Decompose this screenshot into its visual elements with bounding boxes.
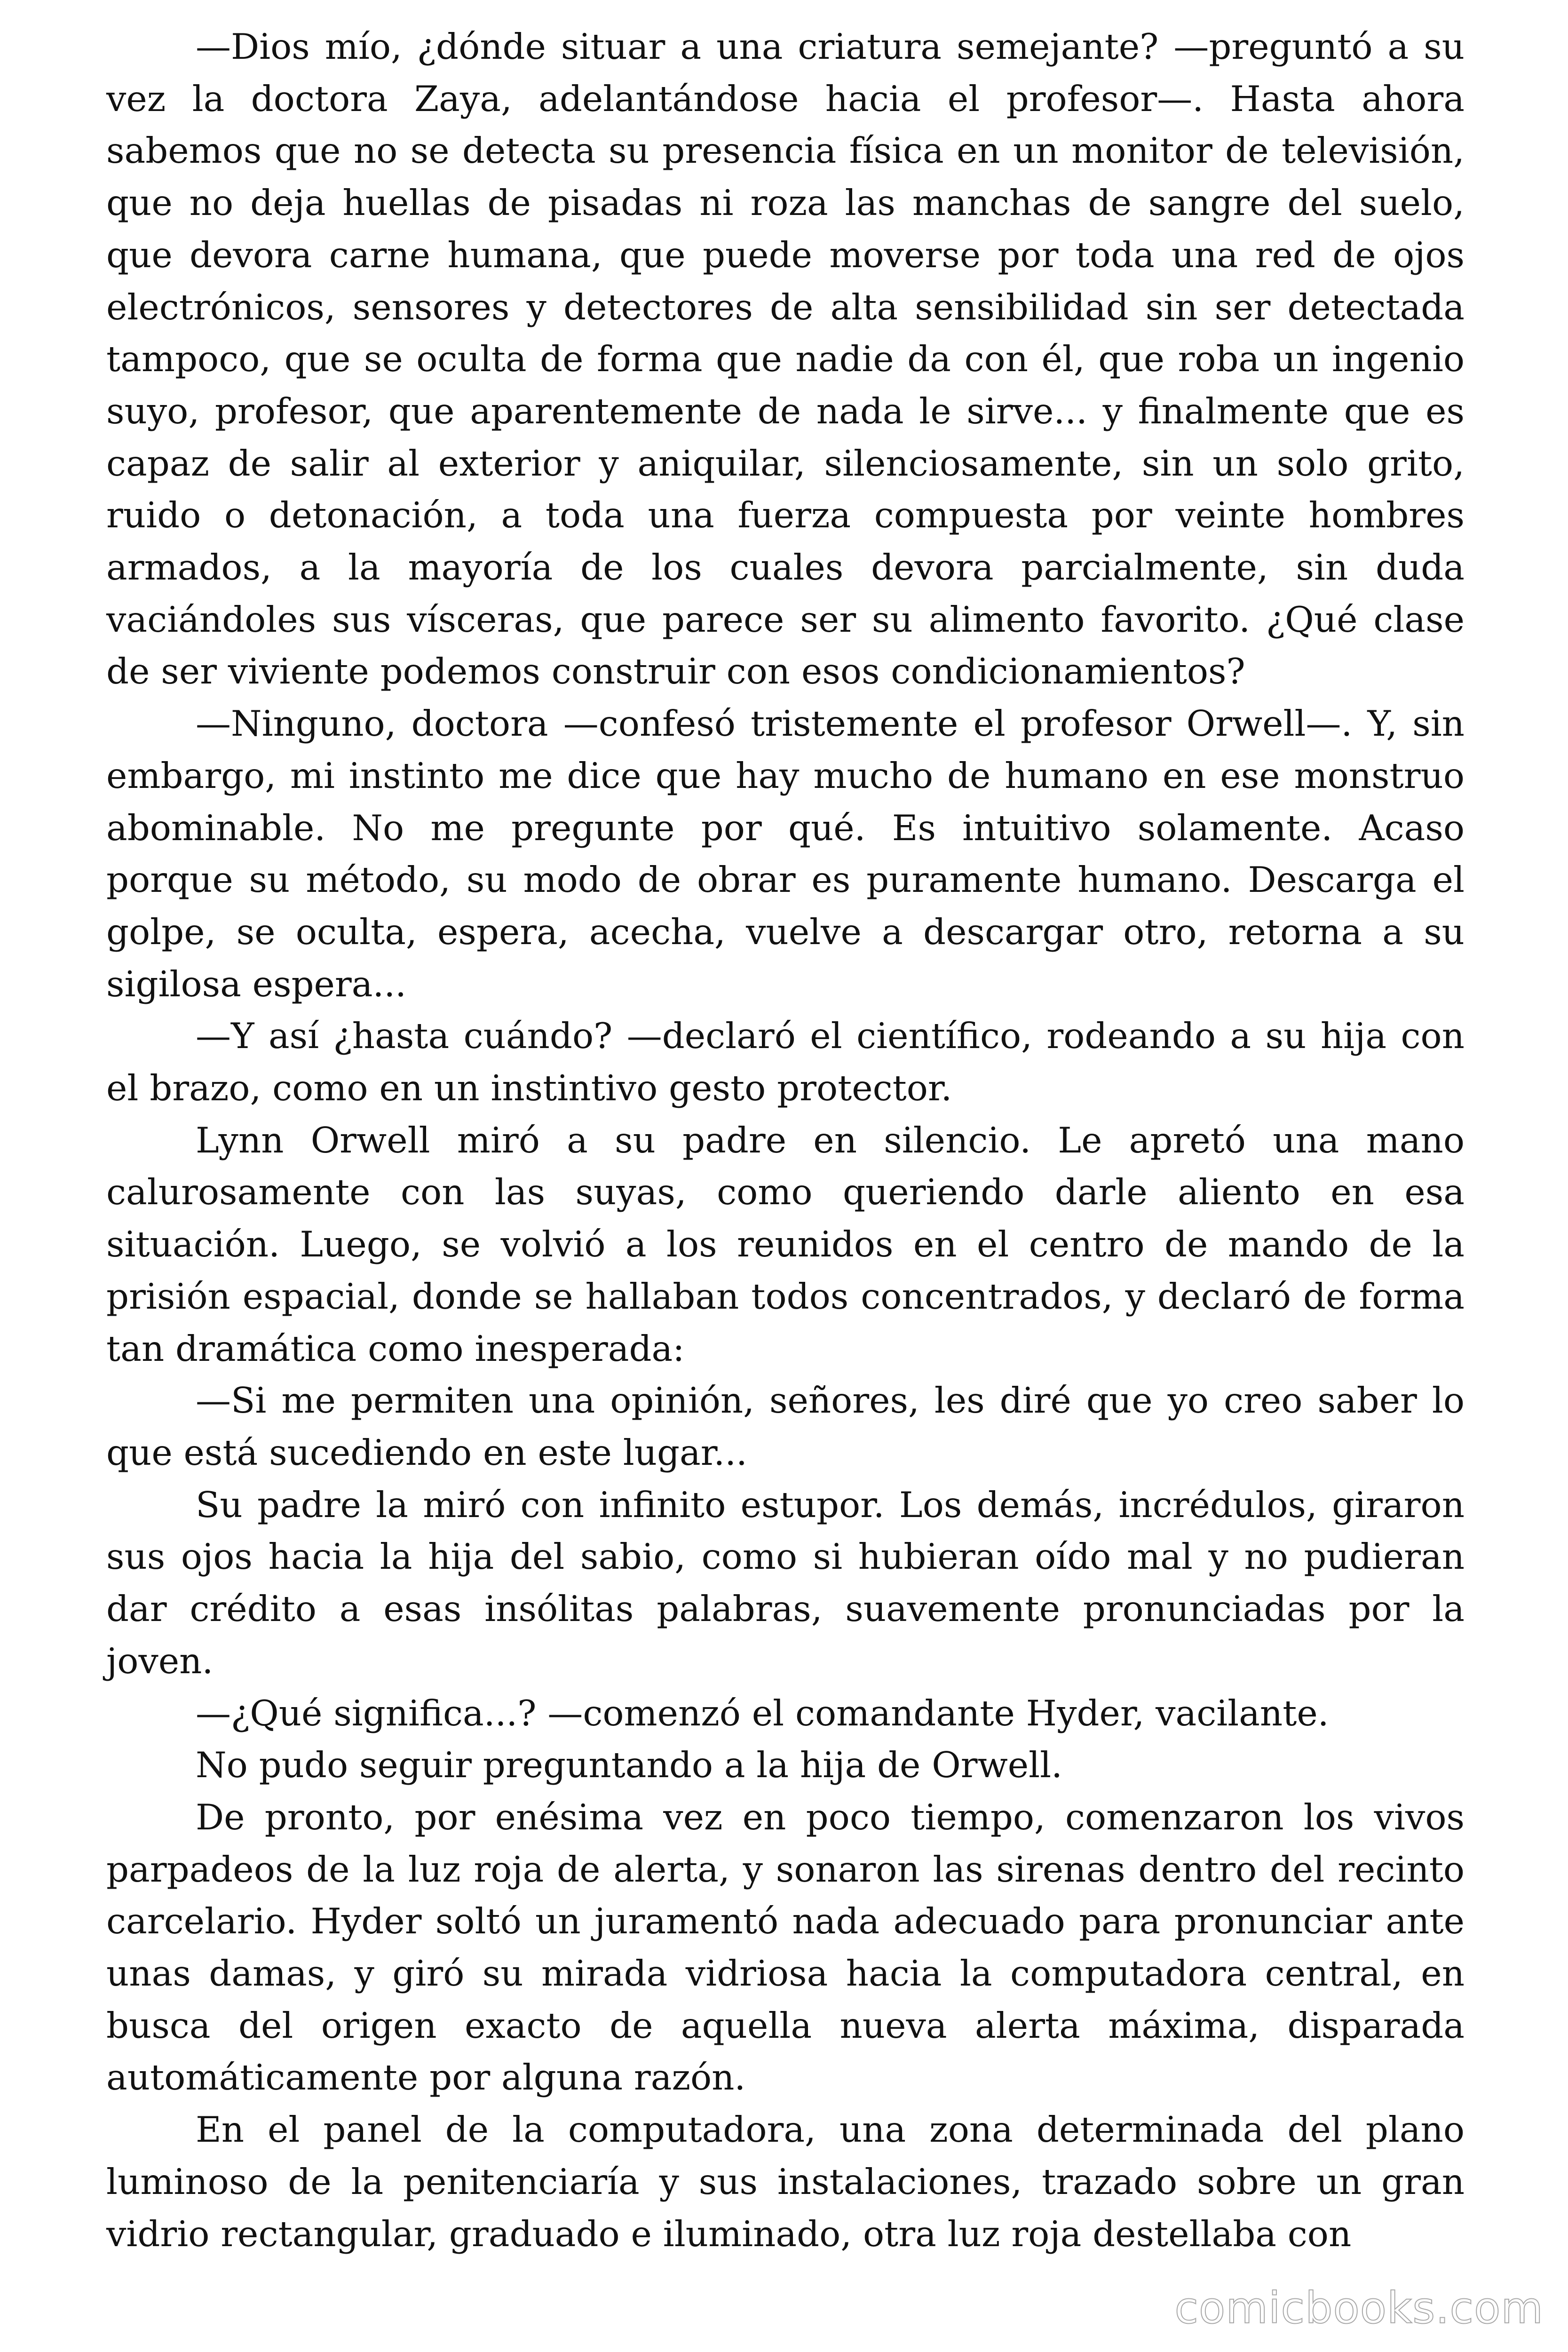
page-body [106, 21, 1465, 2260]
paragraph: —Dios mío, ¿dónde situar a una criatura semejante? —preguntó a su vez la doctora Zaya, adelantándose hacia el profesor—. Hasta ahora sabemos que no se detecta su presencia física en un monitor de televisión, que no deja huellas de pisadas ni roza las manchas de sangre del suelo, que devora carne humana, que puede moverse por toda una red de ojos electrónicos, sensores y detectores de alta sensibilidad sin ser detectada tampoco, que se oculta de forma que nadie da con él, que roba un ingenio suyo, profesor, que aparentemente de nada le sirve... y finalmente que es capaz de salir al exterior y aniquilar, silenciosamente, sin un solo grito, ruido o detonación, a toda una fuerza compuesta por veinte hombres armados, a la mayoría de los cuales devora parcialmente, sin duda vaciándoles sus vísceras, que parece ser su alimento favorito. ¿Qué clase de ser viviente podemos construir con esos condicionamientos? [106, 26, 1465, 692]
paragraph: De pronto, por enésima vez en poco tiempo, comenzaron los vivos parpadeos de la luz roja de alerta, y sonaron las sirenas dentro del recinto carcelario. Hyder soltó un juramentó nada adecuado para pronunciar ante unas damas, y giró su mirada vidriosa hacia la computadora central, en busca del origen exacto de aquella nueva alerta máxima, disparada automáticamente por alguna razón. [106, 1796, 1465, 2098]
paragraph: No pudo seguir preguntando a la hija de Orwell. [196, 1744, 1062, 1786]
paragraph: —¿Qué significa...? —comenzó el comandante Hyder, vacilante. [196, 1692, 1329, 1734]
paragraph: —Ninguno, doctora —confesó tristemente el profesor Orwell—. Y, sin embargo, mi instinto me dice que hay mucho de humano en ese monstruo abominable. No me pregunte por qué. Es intuitivo solamente. Acaso porque su método, su modo de obrar es puramente humano. Descarga el golpe, se oculta, espera, acecha, vuelve a descargar otro, retorna a su sigilosa espera... [106, 703, 1465, 1005]
paragraph: —Si me permiten una opinión, señores, les diré que yo creo saber lo que está sucediendo en este lugar... [106, 1380, 1465, 1473]
paragraph: —Y así ¿hasta cuándo? —declaró el científico, rodeando a su hija con el brazo, como en un instintivo gesto protector. [106, 1015, 1465, 1109]
watermark: comicbooks.com [1174, 2283, 1544, 2333]
paragraph: En el panel de la computadora, una zona determinada del plano luminoso de la penitenciaría y sus instalaciones, trazado sobre un gran vidrio rectangular, graduado e iluminado, otra luz roja destellaba con [106, 2109, 1465, 2255]
paragraph: Lynn Orwell miró a su padre en silencio. Le apretó una mano calurosamente con las suyas, como queriendo darle aliento en esa situación. Luego, se volvió a los reunidos en el centro de mando de la prisión espacial, donde se hallaban todos concentrados, y declaró de forma tan dramática como inesperada: [106, 1119, 1465, 1369]
paragraph: Su padre la miró con infinito estupor. Los demás, incrédulos, giraron sus ojos hacia la hija del sabio, como si hubieran oído mal y no pudieran dar crédito a esas insólitas palabras, suavemente pronunciadas por la joven. [106, 1484, 1465, 1682]
